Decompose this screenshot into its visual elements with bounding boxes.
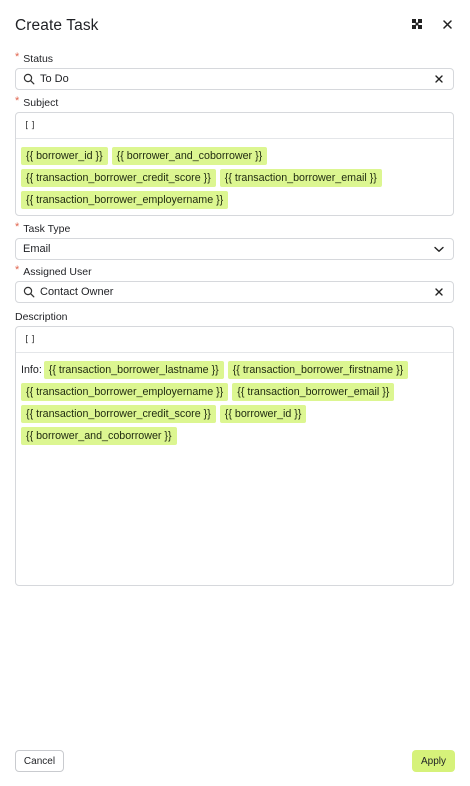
assigned-user-value: Contact Owner <box>40 286 114 298</box>
task-type-label-text: Task Type <box>23 223 71 235</box>
insert-variable-button[interactable]: [] <box>24 120 37 131</box>
task-type-select[interactable] <box>15 238 454 260</box>
status-label-text: Status <box>23 53 54 65</box>
status-field[interactable] <box>15 68 454 90</box>
header-actions <box>409 16 455 32</box>
close-icon[interactable] <box>439 16 455 32</box>
variable-chip[interactable]: {{ transaction_borrower_employername }} <box>21 383 228 401</box>
assigned-user-label <box>15 263 92 278</box>
clear-icon[interactable] <box>433 73 445 85</box>
variable-chip[interactable]: {{ transaction_borrower_lastname }} <box>44 361 224 379</box>
subject-content[interactable] <box>16 139 453 215</box>
task-type-value: Email <box>23 243 51 255</box>
assigned-user-label-text: Assigned User <box>23 266 92 278</box>
assigned-user-field[interactable] <box>15 281 454 303</box>
description-prefix: Info: <box>21 364 42 376</box>
description-content[interactable] <box>16 353 453 451</box>
variable-chip[interactable]: {{ transaction_borrower_email }} <box>220 169 382 187</box>
variable-chip[interactable]: {{ borrower_and_coborrower }} <box>21 427 177 445</box>
variable-chip[interactable]: {{ borrower_and_coborrower }} <box>112 147 268 165</box>
status-label <box>15 50 54 65</box>
variable-chip[interactable]: {{ transaction_borrower_credit_score }} <box>21 169 216 187</box>
task-type-label <box>15 220 71 235</box>
description-label <box>15 311 68 323</box>
chevron-down-icon[interactable] <box>433 243 445 255</box>
variable-chip[interactable]: {{ transaction_borrower_employername }} <box>21 191 228 209</box>
description-toolbar <box>16 327 453 353</box>
required-mark: * <box>15 263 20 276</box>
insert-variable-button[interactable]: [] <box>24 334 37 345</box>
subject-label-text: Subject <box>23 97 59 109</box>
dialog-header <box>15 14 455 38</box>
clear-icon[interactable] <box>433 286 445 298</box>
dialog-title: Create Task <box>15 17 99 34</box>
cancel-button[interactable]: Cancel <box>15 750 64 772</box>
variable-chip[interactable]: {{ transaction_borrower_credit_score }} <box>21 405 216 423</box>
status-value: To Do <box>40 73 69 85</box>
description-label-text: Description <box>15 311 68 323</box>
variable-chip[interactable]: {{ borrower_id }} <box>220 405 307 423</box>
search-icon <box>22 72 36 86</box>
required-mark: * <box>15 94 20 107</box>
subject-toolbar <box>16 113 453 139</box>
subject-editor[interactable] <box>15 112 454 216</box>
expand-grid-icon[interactable] <box>409 16 425 32</box>
variable-chip[interactable]: {{ transaction_borrower_firstname }} <box>228 361 409 379</box>
required-mark: * <box>15 50 20 63</box>
required-mark: * <box>15 220 20 233</box>
search-icon <box>22 285 36 299</box>
apply-button[interactable]: Apply <box>412 750 455 772</box>
description-editor[interactable] <box>15 326 454 586</box>
variable-chip[interactable]: {{ transaction_borrower_email }} <box>232 383 394 401</box>
variable-chip[interactable]: {{ borrower_id }} <box>21 147 108 165</box>
subject-label <box>15 94 59 109</box>
